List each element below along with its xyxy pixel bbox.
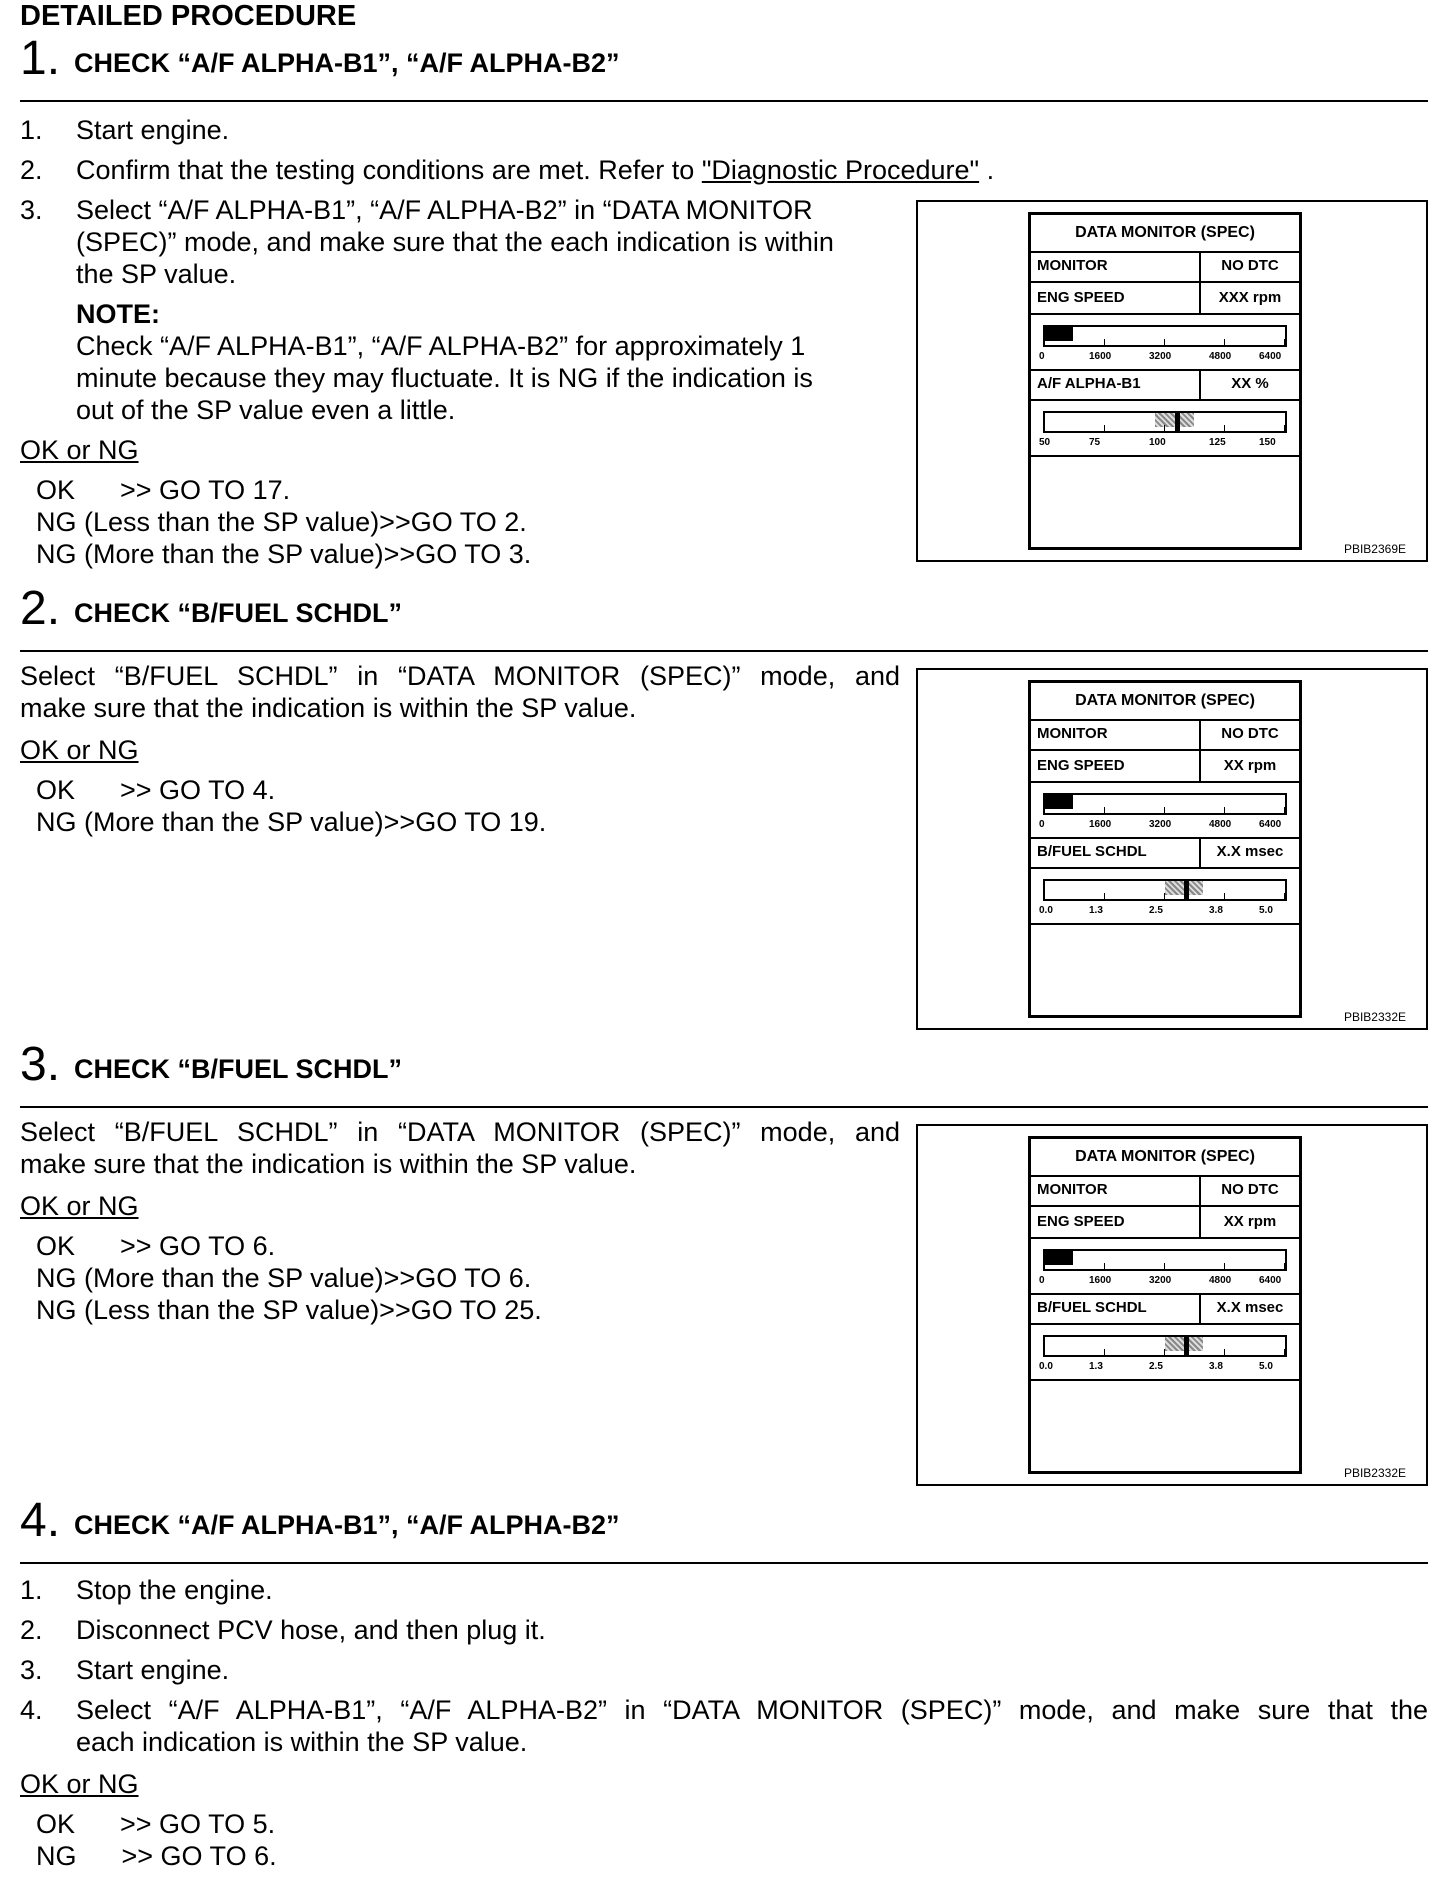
gauge-tick-label: 2.5	[1149, 1361, 1163, 1372]
result-ok: OK >> GO TO 5.	[36, 1809, 276, 1839]
param-marker	[1184, 1337, 1189, 1355]
gauge-tick	[1104, 1349, 1105, 1357]
param-row: B/FUEL SCHDL X.X msec	[1031, 837, 1299, 869]
gauge-tick-label: 100	[1149, 437, 1166, 448]
step-number: 2.	[20, 582, 61, 635]
result-ng: NG (Less than the SP value)>>GO TO 25.	[36, 1295, 542, 1325]
result-ng: NG (Less than the SP value)>>GO TO 2.	[36, 507, 527, 537]
gauge-tick-label: 5.0	[1259, 905, 1273, 916]
gauge-tick-label: 3.8	[1209, 1361, 1223, 1372]
gauge-tick	[1284, 1349, 1285, 1357]
gauge-tick-label: 3200	[1149, 819, 1172, 830]
rpm-fill	[1045, 795, 1073, 809]
step-3-header	[20, 1036, 1428, 1108]
eng-speed-row: ENG SPEED XX rpm	[1031, 1207, 1299, 1239]
data-monitor-screen	[1028, 212, 1302, 550]
step-1-header	[20, 30, 1428, 102]
step-number: 3.	[20, 1038, 61, 1091]
screen-title: DATA MONITOR (SPEC)	[1031, 683, 1299, 721]
figure-code: PBIB2332E	[1343, 1466, 1406, 1480]
gauge-tick	[1044, 1349, 1045, 1357]
gauge-tick-label: 3200	[1149, 1275, 1172, 1286]
gauge-tick	[1284, 425, 1285, 433]
gauge-tick	[1224, 893, 1225, 901]
step-number: 1.	[20, 32, 61, 85]
step-heading: CHECK “A/F ALPHA-B1”, “A/F ALPHA-B2”	[74, 1510, 620, 1540]
ok-or-ng-label: OK or NG	[20, 735, 139, 765]
gauge-tick	[1044, 339, 1045, 347]
param-gauge	[1031, 1325, 1299, 1381]
param-gauge	[1031, 869, 1299, 925]
step-heading: CHECK “B/FUEL SCHDL”	[74, 598, 403, 628]
gauge-tick-label: 0	[1039, 819, 1045, 830]
data-monitor-screen	[1028, 1136, 1302, 1474]
gauge-tick	[1224, 1263, 1225, 1271]
gauge-tick	[1164, 1263, 1165, 1271]
figure-code: PBIB2332E	[1343, 1010, 1406, 1024]
gauge-bar	[1043, 1249, 1287, 1271]
gauge-tick-label: 0.0	[1039, 905, 1053, 916]
gauge-tick-label: 75	[1089, 437, 1101, 448]
figure-code: PBIB2369E	[1343, 542, 1406, 556]
page-title: DETAILED PROCEDURE	[20, 0, 357, 32]
gauge-tick-label: 50	[1039, 437, 1051, 448]
param-marker	[1175, 413, 1180, 431]
step-2-instruction: Select “B/FUEL SCHDL” in “DATA MONITOR (SPEC)” mode, and make sure that the indication is within the SP value.	[20, 661, 900, 723]
gauge-tick	[1284, 807, 1285, 815]
result-ng: NG (More than the SP value)>>GO TO 6.	[36, 1263, 532, 1293]
gauge-tick-label: 6400	[1259, 819, 1282, 830]
result-ok: OK >> GO TO 6.	[36, 1231, 276, 1261]
figure-2	[916, 668, 1428, 1030]
diagnostic-procedure-link[interactable]: "Diagnostic Procedure"	[701, 155, 980, 185]
rpm-gauge	[1031, 1239, 1299, 1295]
gauge-tick-label: 3.8	[1209, 905, 1223, 916]
gauge-tick	[1104, 339, 1105, 347]
rpm-gauge	[1031, 783, 1299, 839]
step-heading: CHECK “B/FUEL SCHDL”	[74, 1054, 403, 1084]
gauge-tick	[1284, 1263, 1285, 1271]
gauge-tick-label: 1600	[1089, 1275, 1112, 1286]
monitor-row: MONITOR NO DTC	[1031, 251, 1299, 283]
note-heading: NOTE:	[76, 299, 160, 329]
gauge-tick	[1224, 807, 1225, 815]
param-marker	[1184, 881, 1189, 899]
gauge-tick	[1224, 339, 1225, 347]
gauge-bar	[1043, 879, 1287, 901]
gauge-tick-label: 4800	[1209, 351, 1232, 362]
gauge-tick-label: 0.0	[1039, 1361, 1053, 1372]
monitor-row: MONITOR NO DTC	[1031, 719, 1299, 751]
gauge-tick-label: 1.3	[1089, 905, 1103, 916]
figure-3	[916, 1124, 1428, 1486]
gauge-tick-label: 4800	[1209, 819, 1232, 830]
gauge-tick	[1044, 807, 1045, 815]
gauge-tick	[1224, 1349, 1225, 1357]
gauge-tick	[1044, 893, 1045, 901]
step-number: 4.	[20, 1494, 61, 1547]
gauge-bar	[1043, 793, 1287, 815]
gauge-tick	[1164, 425, 1165, 433]
gauge-tick	[1104, 1263, 1105, 1271]
step-2-header	[20, 580, 1428, 652]
gauge-tick-label: 150	[1259, 437, 1276, 448]
gauge-tick	[1104, 893, 1105, 901]
ok-or-ng-label: OK or NG	[20, 1191, 139, 1221]
rpm-gauge	[1031, 315, 1299, 371]
gauge-tick	[1164, 1349, 1165, 1357]
result-ng: NG (More than the SP value)>>GO TO 3.	[36, 539, 532, 569]
gauge-tick-label: 3200	[1149, 351, 1172, 362]
gauge-tick-label: 6400	[1259, 1275, 1282, 1286]
gauge-tick	[1104, 425, 1105, 433]
result-ng: NG >> GO TO 6.	[36, 1841, 277, 1871]
step-4-header	[20, 1492, 1428, 1564]
screen-title: DATA MONITOR (SPEC)	[1031, 1139, 1299, 1177]
step-3-instruction: Select “B/FUEL SCHDL” in “DATA MONITOR (SPEC)” mode, and make sure that the indication is within the SP value.	[20, 1117, 900, 1179]
gauge-tick-label: 0	[1039, 1275, 1045, 1286]
gauge-tick	[1224, 425, 1225, 433]
gauge-tick-label: 125	[1209, 437, 1226, 448]
ok-or-ng-label: OK or NG	[20, 435, 139, 465]
gauge-tick	[1164, 339, 1165, 347]
gauge-tick	[1164, 893, 1165, 901]
eng-speed-row: ENG SPEED XX rpm	[1031, 751, 1299, 783]
param-gauge	[1031, 401, 1299, 457]
gauge-tick	[1164, 807, 1165, 815]
rpm-fill	[1045, 1251, 1073, 1265]
gauge-tick-label: 1600	[1089, 819, 1112, 830]
gauge-bar	[1043, 1335, 1287, 1357]
rpm-fill	[1045, 327, 1073, 341]
result-ng: NG (More than the SP value)>>GO TO 19.	[36, 807, 547, 837]
screen-title: DATA MONITOR (SPEC)	[1031, 215, 1299, 253]
monitor-row: MONITOR NO DTC	[1031, 1175, 1299, 1207]
figure-1	[916, 200, 1428, 562]
gauge-tick	[1044, 1263, 1045, 1271]
gauge-tick-label: 6400	[1259, 351, 1282, 362]
gauge-tick-label: 1600	[1089, 351, 1112, 362]
result-ok: OK >> GO TO 4.	[36, 775, 276, 805]
param-row: B/FUEL SCHDL X.X msec	[1031, 1293, 1299, 1325]
step-heading: CHECK “A/F ALPHA-B1”, “A/F ALPHA-B2”	[74, 48, 620, 78]
gauge-bar	[1043, 411, 1287, 433]
gauge-tick-label: 1.3	[1089, 1361, 1103, 1372]
gauge-tick-label: 0	[1039, 351, 1045, 362]
gauge-tick	[1284, 893, 1285, 901]
gauge-tick	[1044, 425, 1045, 433]
gauge-bar	[1043, 325, 1287, 347]
data-monitor-screen	[1028, 680, 1302, 1018]
result-ok: OK >> GO TO 17.	[36, 475, 291, 505]
gauge-tick-label: 2.5	[1149, 905, 1163, 916]
param-row: A/F ALPHA-B1 XX %	[1031, 369, 1299, 401]
gauge-tick	[1104, 807, 1105, 815]
gauge-tick-label: 4800	[1209, 1275, 1232, 1286]
gauge-tick-label: 5.0	[1259, 1361, 1273, 1372]
eng-speed-row: ENG SPEED XXX rpm	[1031, 283, 1299, 315]
ok-or-ng-label: OK or NG	[20, 1769, 139, 1799]
gauge-tick	[1284, 339, 1285, 347]
